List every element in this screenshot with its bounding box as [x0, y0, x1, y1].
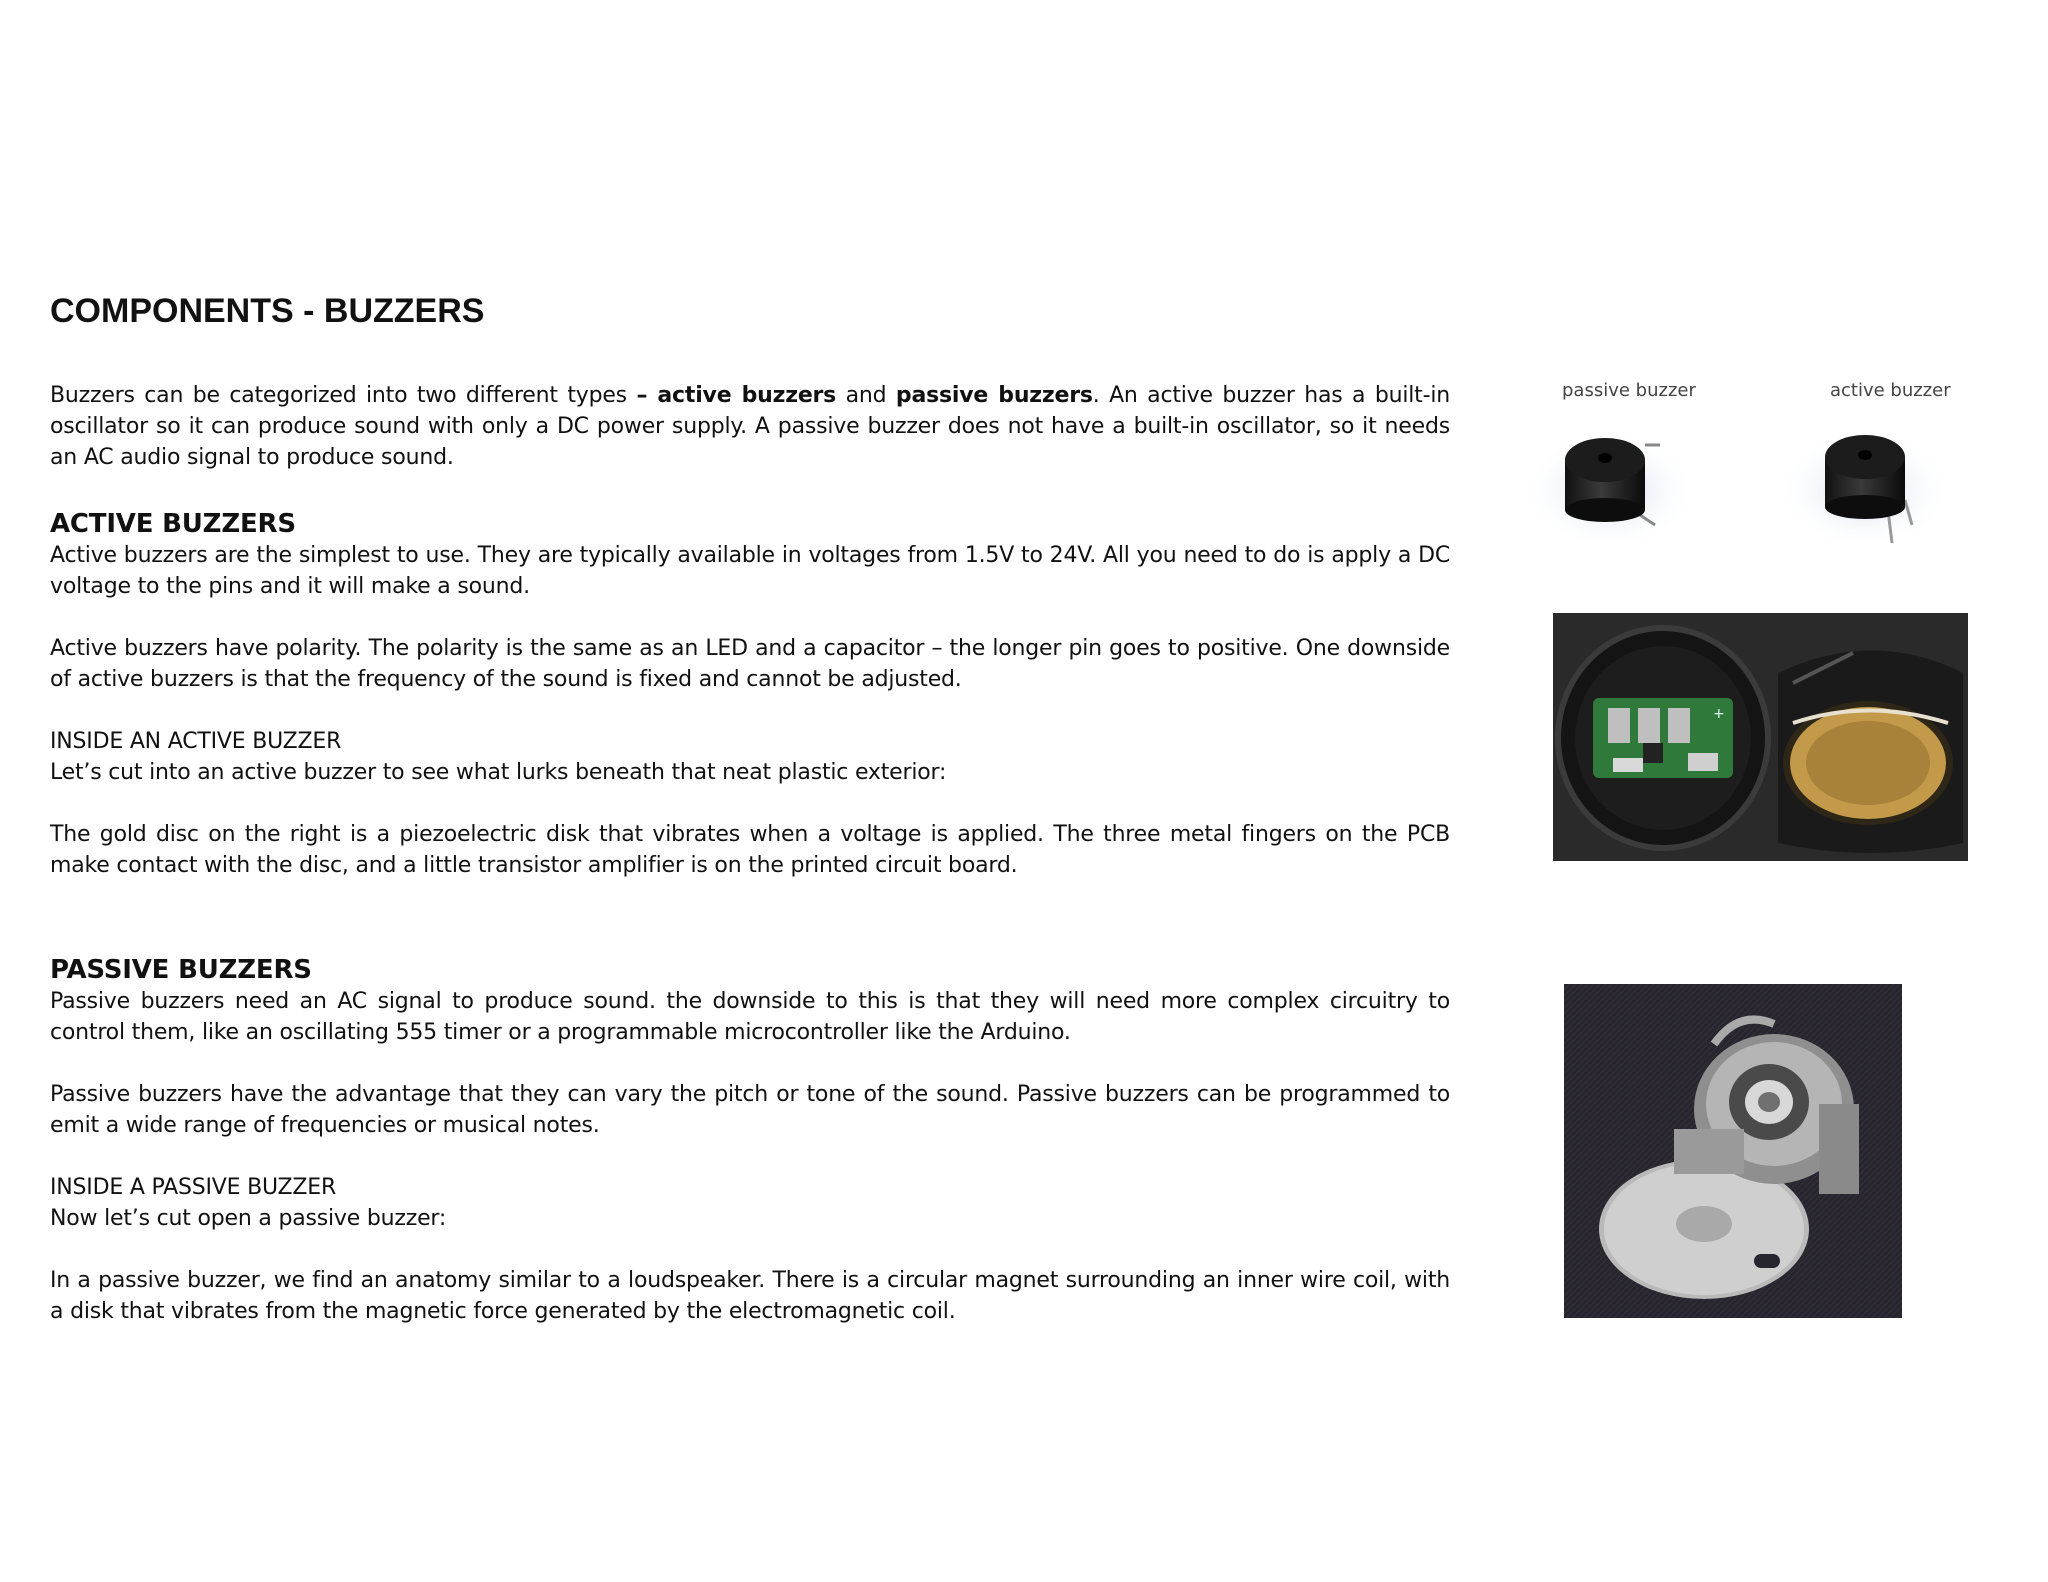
active-section [50, 508, 1450, 881]
passive-section [50, 954, 1450, 1327]
active-buzzer-caption: active buzzer [1830, 380, 1951, 401]
passive-paragraph-2: Passive buzzers have the advantage that they can vary the pitch or tone of the sound. Passive buzzers can be programmed to emit a wide range of frequencies or musical notes. [50, 1082, 1450, 1138]
svg-text:+: + [1713, 706, 1725, 722]
intro-paragraph: Buzzers can be categorized into two different types – active buzzers and passive buzzers. An active buzzer has a built-in oscillator so it can produce sound with only a DC power supply. A passive buzzer does not have a built-in oscillator, so it needs an AC audio signal to produce sound. [50, 383, 1450, 470]
passive-inside-title: INSIDE A PASSIVE BUZZER [50, 1175, 337, 1200]
passive-buzzer-inside-image [1564, 984, 1902, 1318]
passive-heading: PASSIVE BUZZERS [50, 955, 312, 985]
passive-buzzer-caption: passive buzzer [1562, 380, 1696, 401]
passive-inside-intro: Now let’s cut open a passive buzzer: [50, 1206, 447, 1231]
active-buzzers-bold: – active buzzers [636, 383, 837, 408]
active-inside-desc: The gold disc on the right is a piezoelectric disk that vibrates when a voltage is applied. The three metal fingers on the PCB make contact with the disc, and a little transistor amplifier is on the printed circuit board. [50, 822, 1450, 878]
passive-buzzers-bold: passive buzzers [895, 383, 1093, 408]
passive-buzzer-inside-drawing [1564, 984, 1902, 1318]
page-title: COMPONENTS - BUZZERS [50, 292, 485, 330]
passive-inside-desc: In a passive buzzer, we find an anatomy similar to a loudspeaker. There is a circular magnet surrounding an inner wire coil, with a disk that vibrates from the magnetic force generated by the electromagnetic coil. [50, 1268, 1450, 1324]
active-inside-intro: Let’s cut into an active buzzer to see what lurks beneath that neat plastic exterior: [50, 760, 947, 785]
active-paragraph-1: Active buzzers are the simplest to use. They are typically available in voltages from 1.5V to 24V. All you need to do is apply a DC voltage to the pins and it will make a sound. [50, 543, 1450, 599]
active-buzzer-inside-image [1553, 613, 1968, 861]
active-buzzer-inside-drawing [1553, 613, 1968, 861]
intro-section [50, 380, 1450, 473]
passive-paragraph-1: Passive buzzers need an AC signal to produce sound. the downside to this is that they will need more complex circuitry to control them, like an oscillating 555 timer or a programmable microcontroller like the Arduino. [50, 989, 1450, 1045]
buzzer-comparison-drawing [1520, 375, 2000, 575]
active-inside-title: INSIDE AN ACTIVE BUZZER [50, 729, 342, 754]
active-heading: ACTIVE BUZZERS [50, 509, 296, 539]
active-paragraph-2: Active buzzers have polarity. The polarity is the same as an LED and a capacitor – the longer pin goes to positive. One downside of active buzzers is that the frequency of the sound is fixed and cannot be adjusted. [50, 636, 1450, 692]
buzzer-comparison-image [1520, 375, 2000, 575]
